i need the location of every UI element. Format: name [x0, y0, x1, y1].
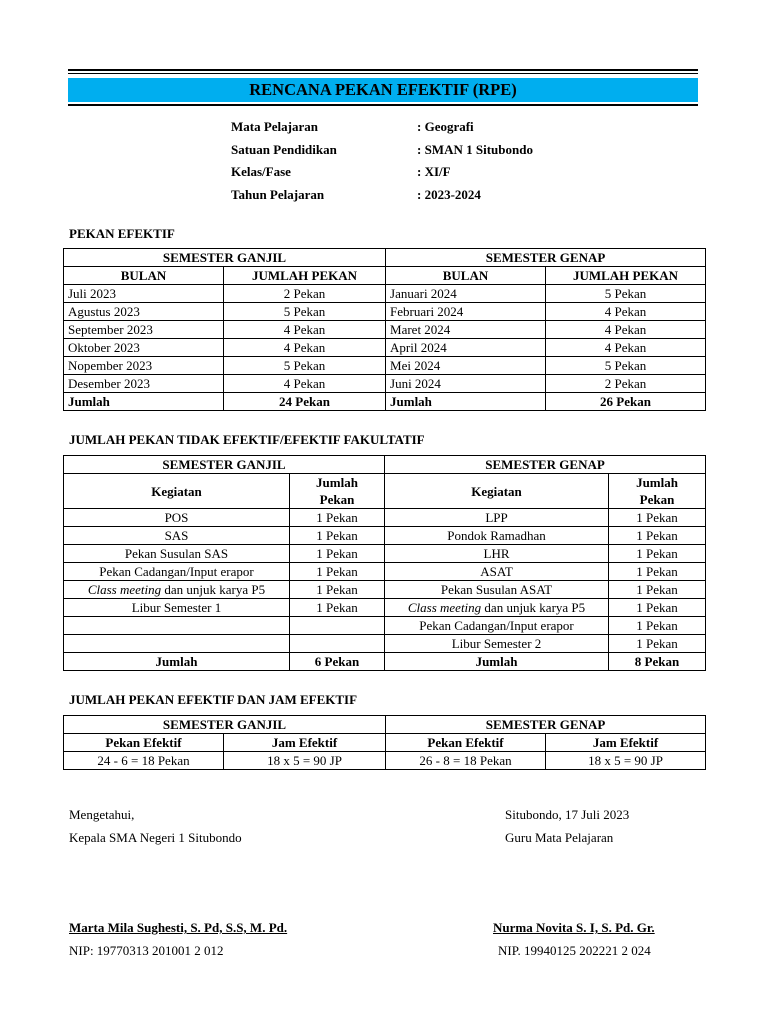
kegiatan-cell: Pekan Susulan ASAT — [385, 581, 609, 599]
table-row — [64, 357, 706, 375]
kegiatan-cell: Pekan Susulan SAS — [64, 545, 290, 563]
bulan-cell: Juli 2023 — [64, 285, 224, 303]
info-label: Kelas/Fase — [231, 164, 291, 179]
class-meeting-rest: dan unjuk karya P5 — [161, 582, 266, 597]
table-row — [64, 285, 706, 303]
col-pekan-efektif: Pekan Efektif — [64, 734, 224, 752]
col-bulan: BULAN — [64, 267, 224, 285]
total-value: 24 Pekan — [224, 393, 386, 411]
table-row — [64, 581, 706, 599]
sig-left-name: Marta Mila Sughesti, S. Pd, S.S, M. Pd. — [69, 920, 288, 935]
col-jam-efektif: Jam Efektif — [224, 734, 386, 752]
bulan-cell: Juni 2024 — [386, 375, 546, 393]
info-value: : Geografi — [417, 119, 474, 134]
info-row — [231, 164, 533, 187]
table-row — [64, 545, 706, 563]
jumlah-cell: 1 Pekan — [609, 509, 706, 527]
table-row — [64, 527, 706, 545]
jam-efektif-value: 18 x 5 = 90 JP — [546, 752, 706, 770]
section2-heading: JUMLAH PEKAN TIDAK EFEKTIF/EFEKTIF FAKULTATIF — [69, 432, 425, 447]
bulan-cell: Nopember 2023 — [64, 357, 224, 375]
jumlah-cell: 4 Pekan — [224, 339, 386, 357]
kegiatan-cell: LPP — [385, 509, 609, 527]
col-jumlah-line2: Pekan — [319, 492, 355, 507]
bulan-cell: Desember 2023 — [64, 375, 224, 393]
jumlah-cell: 4 Pekan — [546, 303, 706, 321]
col-pekan-efektif: Pekan Efektif — [386, 734, 546, 752]
bulan-cell: September 2023 — [64, 321, 224, 339]
kegiatan-cell — [64, 581, 290, 599]
bottom-rule — [68, 104, 698, 106]
col-jumlah-pekan: JUMLAH PEKAN — [224, 267, 386, 285]
col-jumlah-line2: Pekan — [639, 492, 675, 507]
jumlah-cell — [290, 635, 385, 653]
table-row — [64, 563, 706, 581]
jumlah-cell: 1 Pekan — [290, 527, 385, 545]
sig-right-line1: Situbondo, 17 Juli 2023 — [505, 807, 630, 822]
class-meeting-text: Class meeting — [87, 582, 162, 597]
kegiatan-cell — [64, 635, 290, 653]
pekan-efektif-table — [63, 248, 706, 411]
section3-heading: JUMLAH PEKAN EFEKTIF DAN JAM EFEKTIF — [69, 692, 358, 707]
table-row — [64, 617, 706, 635]
jumlah-cell — [290, 617, 385, 635]
sig-left-line1: Mengetahui, — [69, 807, 135, 822]
total-label: Jumlah — [64, 653, 290, 671]
jumlah-cell: 5 Pekan — [546, 285, 706, 303]
bulan-cell: Agustus 2023 — [64, 303, 224, 321]
info-row — [231, 119, 533, 142]
section1-heading: PEKAN EFEKTIF — [69, 226, 175, 241]
col-kegiatan: Kegiatan — [64, 474, 290, 509]
jumlah-cell: 5 Pekan — [546, 357, 706, 375]
total-value: 26 Pekan — [546, 393, 706, 411]
jumlah-cell: 5 Pekan — [224, 357, 386, 375]
info-label: Mata Pelajaran — [231, 119, 319, 134]
sem-ganjil-header: SEMESTER GANJIL — [64, 716, 386, 734]
col-jumlah-pekan — [290, 474, 385, 509]
sig-right-name: Nurma Novita S. I, S. Pd. Gr. — [493, 920, 655, 935]
info-value: : XI/F — [417, 164, 451, 179]
kegiatan-cell — [385, 599, 609, 617]
bulan-cell: April 2024 — [386, 339, 546, 357]
total-label: Jumlah — [386, 393, 546, 411]
kegiatan-cell: Pekan Cadangan/Input erapor — [64, 563, 290, 581]
jumlah-cell: 1 Pekan — [290, 509, 385, 527]
info-value: : 2023-2024 — [417, 186, 481, 202]
bulan-cell: Maret 2024 — [386, 321, 546, 339]
jam-efektif-table — [63, 715, 706, 770]
info-block — [231, 119, 533, 209]
sem-genap-header: SEMESTER GENAP — [386, 716, 706, 734]
sem-ganjil-header: SEMESTER GANJIL — [64, 249, 386, 267]
info-row — [231, 187, 533, 210]
kegiatan-cell: Libur Semester 2 — [385, 635, 609, 653]
kegiatan-cell: LHR — [385, 545, 609, 563]
bulan-cell: Oktober 2023 — [64, 339, 224, 357]
class-meeting-rest: dan unjuk karya P5 — [481, 600, 586, 615]
total-value: 6 Pekan — [290, 653, 385, 671]
jumlah-cell: 1 Pekan — [290, 563, 385, 581]
jumlah-cell: 1 Pekan — [609, 563, 706, 581]
col-jumlah-pekan: JUMLAH PEKAN — [546, 267, 706, 285]
kegiatan-cell: POS — [64, 509, 290, 527]
jam-efektif-value: 18 x 5 = 90 JP — [224, 752, 386, 770]
jumlah-cell: 1 Pekan — [609, 599, 706, 617]
jumlah-cell: 5 Pekan — [224, 303, 386, 321]
info-label: Tahun Pelajaran — [231, 186, 325, 202]
sem-ganjil-header: SEMESTER GANJIL — [64, 456, 385, 474]
info-value: : SMAN 1 Situbondo — [417, 141, 533, 157]
sig-right-nip: NIP. 19940125 202221 2 024 — [498, 943, 651, 958]
jumlah-cell: 1 Pekan — [609, 527, 706, 545]
jumlah-cell: 2 Pekan — [546, 375, 706, 393]
bulan-cell: Februari 2024 — [386, 303, 546, 321]
col-kegiatan: Kegiatan — [385, 474, 609, 509]
table-row — [64, 375, 706, 393]
jumlah-cell: 2 Pekan — [224, 285, 386, 303]
sem-genap-header: SEMESTER GENAP — [386, 249, 706, 267]
top-rule — [68, 69, 698, 71]
kegiatan-cell: Pekan Cadangan/Input erapor — [385, 617, 609, 635]
class-meeting-text: Class meeting — [407, 600, 482, 615]
kegiatan-cell: ASAT — [385, 563, 609, 581]
pekan-efektif-value: 24 - 6 = 18 Pekan — [64, 752, 224, 770]
table-row — [64, 599, 706, 617]
table-row — [64, 321, 706, 339]
col-jam-efektif: Jam Efektif — [546, 734, 706, 752]
info-label: Satuan Pendidikan — [231, 141, 337, 157]
jumlah-cell: 1 Pekan — [609, 545, 706, 563]
pekan-efektif-value: 26 - 8 = 18 Pekan — [386, 752, 546, 770]
kegiatan-cell: Pondok Ramadhan — [385, 527, 609, 545]
kegiatan-cell: Libur Semester 1 — [64, 599, 290, 617]
page-title: RENCANA PEKAN EFEKTIF (RPE) — [68, 78, 698, 102]
jumlah-cell: 4 Pekan — [546, 339, 706, 357]
jumlah-cell: 1 Pekan — [290, 545, 385, 563]
jumlah-cell: 1 Pekan — [609, 617, 706, 635]
jumlah-cell: 1 Pekan — [609, 581, 706, 599]
kegiatan-cell — [64, 617, 290, 635]
col-jumlah-pekan — [609, 474, 706, 509]
table-row — [64, 303, 706, 321]
jumlah-cell: 4 Pekan — [224, 375, 386, 393]
jumlah-cell: 1 Pekan — [290, 599, 385, 617]
table-row — [64, 339, 706, 357]
jumlah-cell: 4 Pekan — [546, 321, 706, 339]
total-value: 8 Pekan — [609, 653, 706, 671]
bulan-cell: Januari 2024 — [386, 285, 546, 303]
pekan-tidak-efektif-table — [63, 455, 706, 671]
jumlah-cell: 4 Pekan — [224, 321, 386, 339]
bulan-cell: Mei 2024 — [386, 357, 546, 375]
table-row — [64, 509, 706, 527]
jumlah-cell: 1 Pekan — [290, 581, 385, 599]
sig-left-line2: Kepala SMA Negeri 1 Situbondo — [69, 830, 242, 845]
col-jumlah-line1: Jumlah — [636, 475, 678, 490]
top-rule-thin — [68, 73, 698, 74]
sem-genap-header: SEMESTER GENAP — [385, 456, 706, 474]
col-jumlah-line1: Jumlah — [316, 475, 358, 490]
info-row — [231, 142, 533, 165]
table-row — [64, 635, 706, 653]
total-label: Jumlah — [385, 653, 609, 671]
col-bulan: BULAN — [386, 267, 546, 285]
sig-right-line2: Guru Mata Pelajaran — [505, 830, 614, 845]
sig-left-nip: NIP: 19770313 201001 2 012 — [69, 943, 224, 958]
kegiatan-cell: SAS — [64, 527, 290, 545]
jumlah-cell: 1 Pekan — [609, 635, 706, 653]
total-label: Jumlah — [64, 393, 224, 411]
